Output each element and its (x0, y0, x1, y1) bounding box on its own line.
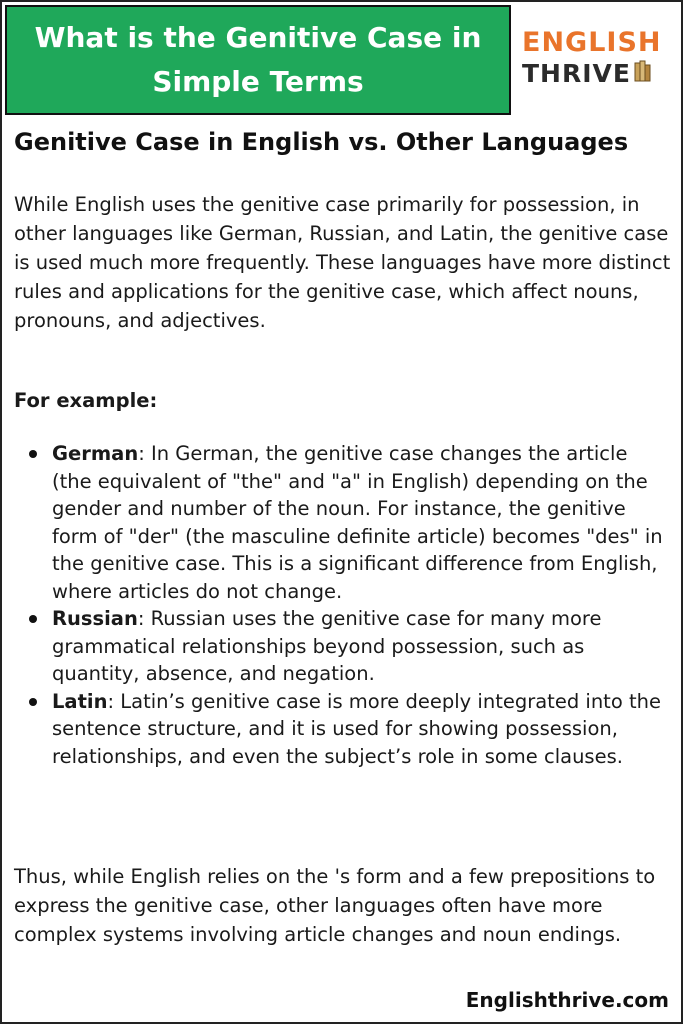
page-title: What is the Genitive Case in Simple Terms (34, 21, 482, 98)
bullet-icon (29, 698, 37, 706)
term-description: : In German, the genitive case changes the article (the equivalent of "the" and "a" in English) depending on the gender and number of the noun. For instance, the genitive form of "der" (the masculine definite article) becomes "des" in the genitive case. This is a significant difference from English, where articles do not change. (52, 442, 663, 603)
book-stack-icon (634, 58, 652, 90)
term-label: German (52, 442, 139, 465)
logo-row-thrive (522, 58, 672, 90)
list-item-russian (14, 605, 672, 688)
term-description: : Russian uses the genitive case for many more grammatical relationships beyond possession, such as quantity, absence, and negation. (52, 607, 602, 685)
intro-paragraph: While English uses the genitive case primarily for possession, in other languages like German, Russian, and Latin, the genitive case is used much more frequently. These languages have more distinct rules and applications for the genitive case, which affect nouns, pronouns, and adjectives. (14, 193, 671, 332)
logo-word-thrive: THRIVE (522, 59, 631, 88)
list-item-german (14, 440, 672, 605)
logo-word-english: ENGLISH (522, 27, 662, 58)
language-list (14, 440, 672, 770)
footer-site-link[interactable]: Englishthrive.com (465, 988, 669, 1012)
bullet-icon (29, 450, 37, 458)
term-label: Latin (52, 689, 108, 713)
list-item-latin (14, 688, 672, 771)
conclusion-paragraph: Thus, while English relies on the 's form and a few prepositions to express the genitive case, other languages often have more complex systems involving article changes and noun endings. (14, 865, 656, 946)
bullet-icon (29, 615, 37, 623)
title-banner (5, 5, 511, 115)
example-label: For example: (14, 389, 158, 412)
section-heading: Genitive Case in English vs. Other Languages (14, 128, 629, 156)
term-description: : Latin’s genitive case is more deeply integrated into the sentence structure, and it is used for showing possession, relationships, and even the subject’s role in some clauses. (52, 689, 661, 768)
english-thrive-logo (522, 28, 672, 98)
term-label: Russian (52, 607, 138, 630)
